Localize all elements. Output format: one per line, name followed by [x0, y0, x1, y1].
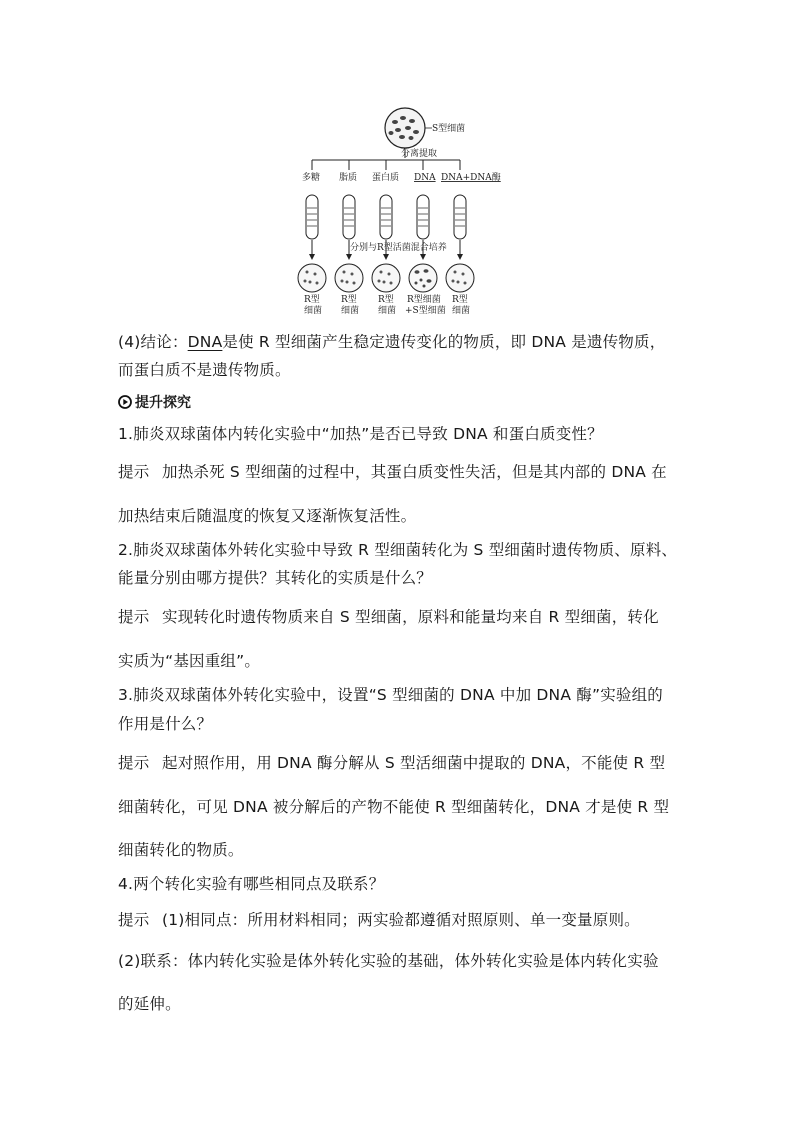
svg-text:细菌: 细菌 — [341, 306, 360, 316]
svg-text:R型: R型 — [452, 295, 468, 305]
tube-5 — [441, 160, 501, 316]
answer-1-line-1: 提示 加热杀死 S 型细菌的过程中，其蛋白质变性失活，但是其内部的 DNA 在 — [118, 458, 684, 486]
section-title: 提升探究 — [118, 392, 191, 412]
svg-text:多糖: 多糖 — [302, 173, 321, 183]
question-2-line-2: 能量分别由哪方提供？其转化的实质是什么？ — [118, 569, 433, 587]
conclusion-line-2: 而蛋白质不是遗传物质。 — [118, 361, 291, 379]
hint-tag: 提示 — [118, 608, 150, 626]
answer-1-line-2: 加热结束后随温度的恢复又逐渐恢复活性。 — [118, 507, 417, 525]
svg-text:细菌: 细菌 — [378, 306, 397, 316]
answer-2-line-1: 提示 实现转化时遗传物质来自 S 型细菌，原料和能量均来自 R 型细菌，转化 — [118, 603, 684, 631]
svg-text:R型: R型 — [378, 295, 394, 305]
question-1: 1.肺炎双球菌体内转化实验中“加热”是否已导致 DNA 和蛋白质变性？ — [118, 425, 603, 443]
conclusion-rest: 是使 R 型细菌产生稳定遗传变化的物质，即 DNA 是遗传物质， — [222, 333, 666, 351]
tube-4 — [405, 160, 446, 316]
svg-text:+S型细菌: +S型细菌 — [405, 306, 446, 316]
answer-4-line-1: 提示 (1)相同点：所用材料相同；两实验都遵循对照原则、单一变量原则。 — [118, 906, 684, 934]
svg-text:R型细菌: R型细菌 — [407, 295, 441, 305]
conclusion-prefix: (4)结论： — [118, 333, 188, 351]
answer-3-line-1: 提示 起对照作用，用 DNA 酶分解从 S 型活细菌中提取的 DNA，不能使 R 型 — [118, 749, 684, 777]
conclusion-line-1 — [118, 328, 684, 356]
play-circle-icon — [118, 395, 132, 409]
answer-3-line-2: 细菌转化，可见 DNA 被分解后的产物不能使 R 型细菌转化，DNA 才是使 R 型 — [118, 798, 670, 816]
s-bacteria-label: S型细菌 — [432, 124, 466, 134]
tube-1 — [298, 160, 326, 316]
svg-text:DNA: DNA — [414, 173, 436, 183]
svg-text:脂质: 脂质 — [339, 173, 358, 183]
question-3-line-2: 作用是什么？ — [118, 715, 213, 733]
hint-tag: 提示 — [118, 754, 150, 772]
hint-tag: 提示 — [118, 463, 150, 481]
mix-label: 分别与R型活菌混合培养 — [350, 243, 447, 253]
tube-3 — [372, 160, 400, 316]
svg-text:细菌: 细菌 — [304, 306, 323, 316]
tube-2 — [335, 160, 363, 316]
svg-text:蛋白质: 蛋白质 — [372, 173, 400, 183]
answer-3-line-3: 细菌转化的物质。 — [118, 841, 244, 859]
conclusion-underlined: DNA — [187, 333, 223, 351]
answer-2-line-2: 实质为“基因重组”。 — [118, 652, 261, 670]
answer-4-line-3: 的延伸。 — [118, 995, 181, 1013]
question-4: 4.两个转化实验有哪些相同点及联系？ — [118, 875, 385, 893]
svg-text:R型: R型 — [304, 295, 320, 305]
svg-text:细菌: 细菌 — [452, 306, 471, 316]
svg-text:R型: R型 — [341, 295, 357, 305]
question-3-line-1: 3.肺炎双球菌体外转化实验中，设置“S 型细菌的 DNA 中加 DNA 酶”实验组的 — [118, 686, 663, 704]
transformation-experiment-diagram — [290, 100, 530, 328]
question-2-line-1: 2.肺炎双球菌体外转化实验中导致 R 型细菌转化为 S 型细菌时遗传物质、原料、 — [118, 541, 678, 559]
extract-label: 分离提取 — [401, 149, 438, 159]
hint-tag: 提示 — [118, 911, 150, 929]
answer-4-line-2: (2)联系：体内转化实验是体外转化实验的基础，体外转化实验是体内转化实验 — [118, 952, 659, 970]
diagram-svg — [290, 100, 530, 328]
svg-text:DNA+DNA酶: DNA+DNA酶 — [441, 173, 501, 183]
